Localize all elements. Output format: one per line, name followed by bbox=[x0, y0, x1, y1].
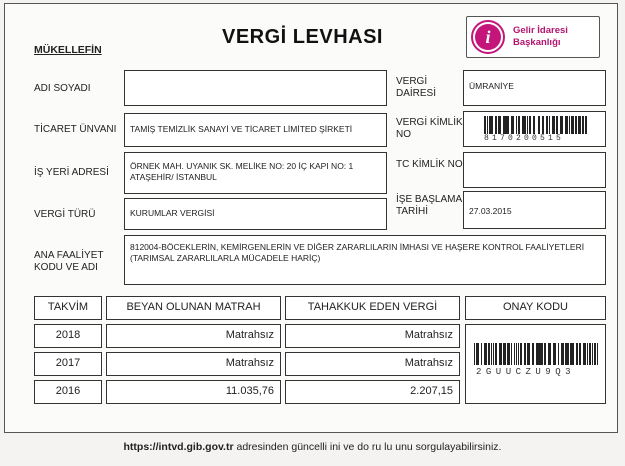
barcode-bar bbox=[539, 343, 540, 365]
document-title: VERGİ LEVHASI bbox=[222, 26, 383, 48]
barcode-bar bbox=[578, 116, 581, 134]
barcode-bar bbox=[503, 343, 506, 365]
barcode-bar bbox=[493, 343, 494, 365]
label-ise-baslama: İŞE BAŞLAMA TARİHİ bbox=[396, 194, 462, 217]
value-vergi-turu: KURUMLAR VERGİSİ bbox=[130, 208, 215, 218]
barcode-bar bbox=[532, 343, 534, 365]
row-2017-year: 2017 bbox=[34, 352, 102, 376]
barcode-bar bbox=[534, 116, 535, 134]
vkn-barcode bbox=[484, 116, 588, 134]
barcode-bar bbox=[481, 343, 482, 365]
barcode-bar bbox=[571, 343, 574, 365]
gib-logo bbox=[466, 16, 600, 58]
logo-text bbox=[513, 25, 568, 49]
barcode-bar bbox=[544, 343, 545, 365]
row-2018-matrah: Matrahsız bbox=[106, 324, 281, 348]
footer-note bbox=[0, 441, 625, 453]
barcode-bar bbox=[575, 116, 577, 134]
label-vergi-dairesi: VERGİ DAİRESİ bbox=[396, 76, 437, 99]
header-takvim: TAKVİM bbox=[34, 296, 102, 320]
barcode-bar bbox=[542, 116, 543, 134]
value-adi-soyadi bbox=[125, 71, 386, 79]
value-ise-baslama: 27.03.2015 bbox=[469, 206, 512, 216]
barcode-bar bbox=[507, 343, 510, 365]
label-vergi-kimlik-no: VERGİ KİMLİK NO bbox=[396, 117, 463, 140]
barcode-bar bbox=[498, 116, 499, 134]
label-is-yeri-adresi: İŞ YERİ ADRESİ bbox=[34, 167, 109, 178]
barcode-bar bbox=[565, 116, 568, 134]
barcode-bar bbox=[597, 343, 598, 365]
value-tc-kimlik-no bbox=[464, 153, 605, 161]
label-ana-faaliyet: ANA FAALİYET KODU VE ADI bbox=[34, 250, 104, 273]
section-label-mukellef: MÜKELLEFİN bbox=[34, 44, 102, 56]
barcode-bar bbox=[516, 343, 517, 365]
barcode-bar bbox=[527, 343, 530, 365]
barcode-bar bbox=[592, 343, 593, 365]
barcode-bar bbox=[579, 343, 581, 365]
barcode-bar bbox=[585, 116, 587, 134]
barcode-bar bbox=[582, 116, 584, 134]
barcode-bar bbox=[518, 116, 520, 134]
barcode-bar bbox=[520, 343, 522, 365]
label-adi-soyadi: ADI SOYADI bbox=[34, 83, 91, 94]
field-vergi-dairesi bbox=[463, 70, 606, 106]
barcode-bar bbox=[490, 116, 493, 134]
barcode-bar bbox=[527, 116, 528, 134]
barcode-bar bbox=[476, 343, 479, 365]
barcode-bar bbox=[571, 116, 574, 134]
barcode-bar bbox=[487, 116, 488, 134]
barcode-bar bbox=[511, 343, 512, 365]
barcode-bar bbox=[570, 343, 571, 365]
value-ticaret-unvani: TAMİŞ TEMİZLİK SANAYİ VE TİCARET LİMİTED ŞİRKETİ bbox=[130, 124, 353, 134]
barcode-bar bbox=[565, 343, 568, 365]
label-vergi-turu: VERGİ TÜRÜ bbox=[34, 209, 96, 220]
value-ana-faaliyet: 812004-BÖCEKLERİN, KEMİRGENLERİN VE DİĞER ZARARLILARIN İMHASI VE HAŞERE KONTROL FAALİYETLERİ (TARIMSAL ZARARLILARLA MÜCADELE HARİÇ) bbox=[130, 242, 585, 263]
barcode-bar bbox=[524, 343, 526, 365]
barcode-bar bbox=[474, 343, 475, 365]
barcode-bar bbox=[543, 116, 544, 134]
barcode-bar bbox=[560, 116, 563, 134]
field-ise-baslama bbox=[463, 191, 606, 229]
barcode-bar bbox=[488, 343, 490, 365]
row-2017-matrah: Matrahsız bbox=[106, 352, 281, 376]
barcode-bar bbox=[536, 343, 539, 365]
barcode-bar bbox=[511, 116, 514, 134]
logo-line-1: Gelir İdaresi bbox=[513, 25, 568, 36]
label-ticaret-unvani: TİCARET ÜNVANI bbox=[34, 124, 117, 135]
barcode-bar bbox=[545, 343, 546, 365]
barcode-bar bbox=[553, 343, 556, 365]
row-2017-vergi: Matrahsız bbox=[285, 352, 460, 376]
barcode-bar bbox=[506, 116, 509, 134]
logo-i-icon: i bbox=[475, 24, 501, 50]
value-vergi-dairesi: ÜMRANİYE bbox=[469, 81, 514, 91]
barcode-bar bbox=[576, 343, 578, 365]
onay-kodu-cell bbox=[465, 324, 606, 404]
barcode-bar bbox=[522, 116, 523, 134]
field-vergi-kimlik-no bbox=[463, 111, 606, 147]
barcode-bar bbox=[495, 116, 497, 134]
barcode-bar bbox=[538, 116, 540, 134]
barcode-bar bbox=[594, 343, 596, 365]
row-2016-vergi: 2.207,15 bbox=[285, 380, 460, 404]
field-ticaret-unvani bbox=[124, 113, 387, 147]
field-vergi-turu bbox=[124, 198, 387, 230]
onay-barcode bbox=[474, 343, 598, 365]
barcode-bar bbox=[503, 116, 506, 134]
barcode-bar bbox=[568, 343, 569, 365]
onay-kodu-text: 2GUUCZU9Q3 bbox=[476, 367, 576, 377]
barcode-bar bbox=[558, 343, 559, 365]
field-is-yeri-adresi bbox=[124, 152, 387, 194]
field-tc-kimlik-no bbox=[463, 152, 606, 188]
header-matrah: BEYAN OLUNAN MATRAH bbox=[106, 296, 281, 320]
label-tc-kimlik-no: TC KİMLİK NO bbox=[396, 159, 463, 170]
header-onay-kodu: ONAY KODU bbox=[465, 296, 606, 320]
barcode-bar bbox=[587, 343, 588, 365]
barcode-bar bbox=[561, 343, 564, 365]
barcode-bar bbox=[589, 343, 591, 365]
header-vergi: TAHAKKUK EDEN VERGİ bbox=[285, 296, 460, 320]
value-is-yeri-adresi: ÖRNEK MAH. UYANIK SK. MELİKE NO: 20 İÇ KAPI NO: 1 ATAŞEHİR/ İSTANBUL bbox=[130, 161, 354, 182]
field-adi-soyadi bbox=[124, 70, 387, 106]
footer-text: adresinden güncelli ini ve do ru lu unu sorgulayabilirsiniz. bbox=[233, 441, 502, 453]
barcode-bar bbox=[529, 116, 531, 134]
logo-line-2: Başkanlığı bbox=[513, 37, 561, 48]
barcode-bar bbox=[556, 116, 558, 134]
barcode-bar bbox=[495, 343, 497, 365]
barcode-bar bbox=[485, 116, 486, 134]
footer-url[interactable]: https://intvd.gib.gov.tr bbox=[123, 441, 234, 453]
barcode-bar bbox=[549, 116, 550, 134]
row-2018-year: 2018 bbox=[34, 324, 102, 348]
barcode-bar bbox=[514, 343, 515, 365]
barcode-bar bbox=[484, 343, 487, 365]
barcode-bar bbox=[518, 343, 519, 365]
barcode-bar bbox=[516, 116, 517, 134]
barcode-bar bbox=[569, 116, 570, 134]
row-2016-year: 2016 bbox=[34, 380, 102, 404]
barcode-bar bbox=[499, 343, 502, 365]
barcode-bar bbox=[548, 343, 551, 365]
field-ana-faaliyet bbox=[124, 235, 606, 285]
row-2018-vergi: Matrahsız bbox=[285, 324, 460, 348]
row-2016-matrah: 11.035,76 bbox=[106, 380, 281, 404]
barcode-bar bbox=[491, 343, 492, 365]
barcode-bar bbox=[552, 116, 555, 134]
barcode-bar bbox=[583, 343, 586, 365]
barcode-bar bbox=[489, 116, 490, 134]
barcode-bar bbox=[533, 116, 534, 134]
barcode-bar bbox=[540, 343, 543, 365]
vkn-digits: 8170200515 bbox=[484, 134, 565, 143]
barcode-bar bbox=[523, 116, 526, 134]
barcode-bar bbox=[484, 116, 485, 134]
barcode-bar bbox=[546, 116, 548, 134]
barcode-bar bbox=[499, 116, 501, 134]
